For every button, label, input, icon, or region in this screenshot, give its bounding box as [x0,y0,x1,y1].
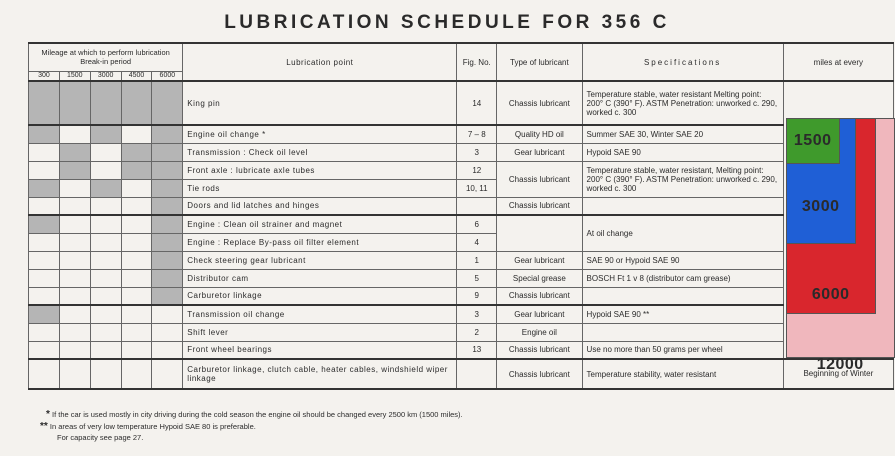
fig-number: 9 [457,287,497,305]
mileage-mark [121,197,152,215]
table-row [29,125,894,143]
mileage-mark [152,323,183,341]
specification: Use no more than 50 grams per wheel [582,341,783,359]
footnote-2 [40,421,256,432]
lubrication-point: Front wheel bearings [183,341,457,359]
mileage-mark [90,125,121,143]
interval-header: miles at every [783,43,893,81]
lubrication-point: Doors and lid latches and hinges [183,197,457,215]
mileage-mark [29,323,60,341]
mileage-header-label: Mileage at which to perform lubrication [41,48,170,58]
table-row [29,81,894,125]
mileage-mark [29,81,60,125]
mileage-mark [59,251,90,269]
specification: BOSCH Ft 1 v 8 (distributor cam grease) [582,269,783,287]
mileage-col-3000: 3000 [90,71,121,81]
mileage-mark [121,179,152,197]
mileage-col-1500: 1500 [59,71,90,81]
mileage-mark [59,287,90,305]
table-row [29,143,894,161]
table-row [29,287,894,305]
fig-header: Fig. No. [457,43,497,81]
lubricant-type: Chassis lubricant [497,287,582,305]
lubrication-point: Engine oil change * [183,125,457,143]
mileage-mark [121,215,152,233]
mileage-mark [29,341,60,359]
mileage-mark [90,215,121,233]
mileage-mark [121,341,152,359]
mileage-mark [121,287,152,305]
fig-number: 4 [457,233,497,251]
mileage-mark [90,341,121,359]
footnote-1-mark: * [46,409,50,420]
mileage-mark [152,197,183,215]
mileage-mark [152,179,183,197]
mileage-mark [59,81,90,125]
mileage-mark [152,269,183,287]
mileage-col-4500: 4500 [121,71,152,81]
lubrication-point: Engine : Replace By-pass oil filter element [183,233,457,251]
lubricant-type: Chassis lubricant [497,341,582,359]
lubrication-point: Engine : Clean oil strainer and magnet [183,215,457,233]
mileage-mark [59,215,90,233]
mileage-mark [90,305,121,323]
mileage-mark [59,125,90,143]
table-row [29,161,894,179]
mileage-mark [152,305,183,323]
interval-label-12000: 12000 [816,356,864,373]
specification: Temperature stable, water resistant, Melting point: 200° C (390° F). ASTM Penetration: unworked c. 290, worked c. 300 [582,161,783,197]
fig-number: 12 [457,161,497,179]
specification: Hypoid SAE 90 ** [582,305,783,323]
table-row [29,359,894,389]
specification: Summer SAE 30, Winter SAE 20 [582,125,783,143]
lubrication-point: King pin [183,81,457,125]
fig-number: 14 [457,81,497,125]
mileage-mark [90,197,121,215]
page-title: LUBRICATION SCHEDULE FOR 356 C [224,12,670,33]
mileage-mark [152,287,183,305]
lubricant-type: Gear lubricant [497,305,582,323]
fig-number: 2 [457,323,497,341]
fig-number: 5 [457,269,497,287]
interval-label-1500: 1500 [793,132,832,149]
mileage-mark [152,81,183,125]
mileage-mark [152,143,183,161]
fig-number: 7 – 8 [457,125,497,143]
table-row [29,215,894,233]
mileage-mark [121,81,152,125]
mileage-header [29,43,183,71]
table-row [29,341,894,359]
lubricant-type: Special grease [497,269,582,287]
lubricant-type: Engine oil [497,323,582,341]
lubrication-table [28,42,894,390]
table-row [29,251,894,269]
lubrication-point: Tie rods [183,179,457,197]
mileage-col-6000: 6000 [152,71,183,81]
mileage-mark [90,143,121,161]
point-header: Lubrication point [183,43,457,81]
mileage-mark [29,215,60,233]
mileage-mark [152,251,183,269]
fig-number [457,359,497,389]
lubrication-point: Carburetor linkage [183,287,457,305]
lubricant-type: Chassis lubricant [497,359,582,389]
specification [582,197,783,215]
mileage-mark [152,359,183,389]
mileage-mark [121,233,152,251]
lubricant-type: Gear lubricant [497,251,582,269]
specification: At oil change [582,215,783,251]
mileage-mark [121,323,152,341]
specification: Temperature stable, water resistant Melting point: 200° C (390° F). ASTM Penetration: unworked c. 290, worked c. 300 [582,81,783,125]
mileage-mark [90,233,121,251]
mileage-mark [29,359,60,389]
lubricant-type [497,215,582,251]
lubrication-point: Front axle : lubricate axle tubes [183,161,457,179]
mileage-mark [152,125,183,143]
winter-interval: Beginning of Winter [783,359,893,389]
fig-number: 3 [457,143,497,161]
mileage-mark [121,251,152,269]
mileage-mark [90,161,121,179]
mileage-col-300: 300 [29,71,60,81]
footnote-3: For capacity see page 27. [57,433,144,442]
mileage-mark [59,233,90,251]
mileage-mark [152,215,183,233]
lubrication-point: Carburetor linkage, clutch cable, heater cables, windshield wiper linkage [183,359,457,389]
mileage-mark [59,161,90,179]
mileage-mark [152,161,183,179]
lubricant-type: Chassis lubricant [497,161,582,197]
lubrication-point: Shift lever [183,323,457,341]
mileage-mark [121,143,152,161]
mileage-mark [90,323,121,341]
lubricant-type: Chassis lubricant [497,197,582,215]
mileage-mark [59,143,90,161]
mileage-mark [59,305,90,323]
spec-header: Specifications [582,43,783,81]
table-row [29,197,894,215]
fig-number: 3 [457,305,497,323]
specification: SAE 90 or Hypoid SAE 90 [582,251,783,269]
mileage-mark [29,287,60,305]
table-row [29,305,894,323]
mileage-mark [152,233,183,251]
mileage-mark [59,359,90,389]
mileage-mark [90,269,121,287]
lubrication-point: Distributor cam [183,269,457,287]
mileage-mark [90,251,121,269]
mileage-mark [29,179,60,197]
mileage-mark [121,359,152,389]
interval-chart [783,81,893,373]
lubrication-point: Transmission : Check oil level [183,143,457,161]
specification: Temperature stability, water resistant [582,359,783,389]
mileage-mark [29,161,60,179]
mileage-mark [59,197,90,215]
specification: Hypoid SAE 90 [582,143,783,161]
mileage-mark [29,233,60,251]
fig-number [457,197,497,215]
footnote-2-mark: ** [40,421,48,432]
fig-number: 6 [457,215,497,233]
breakin-label: Break-in period [80,57,132,67]
lubricant-type: Gear lubricant [497,143,582,161]
fig-number: 10, 11 [457,179,497,197]
footnote-1-text: If the car is used mostly in city driving during the cold season the engine oil should be changed every 2500 km (1500 miles). [52,410,463,419]
mileage-mark [90,287,121,305]
table-row [29,323,894,341]
mileage-mark [90,81,121,125]
lubrication-point: Check steering gear lubricant [183,251,457,269]
mileage-mark [121,305,152,323]
mileage-mark [59,269,90,287]
footnote-2-text: In areas of very low temperature Hypoid SAE 80 is preferable. [49,422,256,431]
mileage-mark [90,179,121,197]
mileage-mark [121,161,152,179]
type-header: Type of lubricant [497,43,582,81]
specification [582,287,783,305]
lubricant-type: Chassis lubricant [497,81,582,125]
mileage-mark [90,359,121,389]
interval-label-3000: 3000 [801,198,840,215]
mileage-mark [29,143,60,161]
mileage-mark [29,251,60,269]
mileage-mark [29,125,60,143]
mileage-mark [29,269,60,287]
mileage-mark [29,305,60,323]
lubricant-type: Quality HD oil [497,125,582,143]
mileage-mark [59,323,90,341]
footnote-1 [46,409,463,420]
mileage-mark [59,179,90,197]
fig-number: 1 [457,251,497,269]
mileage-mark [29,197,60,215]
lubrication-point: Transmission oil change [183,305,457,323]
mileage-mark [121,125,152,143]
table-row [29,269,894,287]
mileage-mark [152,341,183,359]
fig-number: 13 [457,341,497,359]
mileage-mark [59,341,90,359]
interval-label-6000: 6000 [811,286,850,303]
mileage-mark [121,269,152,287]
specification [582,323,783,341]
